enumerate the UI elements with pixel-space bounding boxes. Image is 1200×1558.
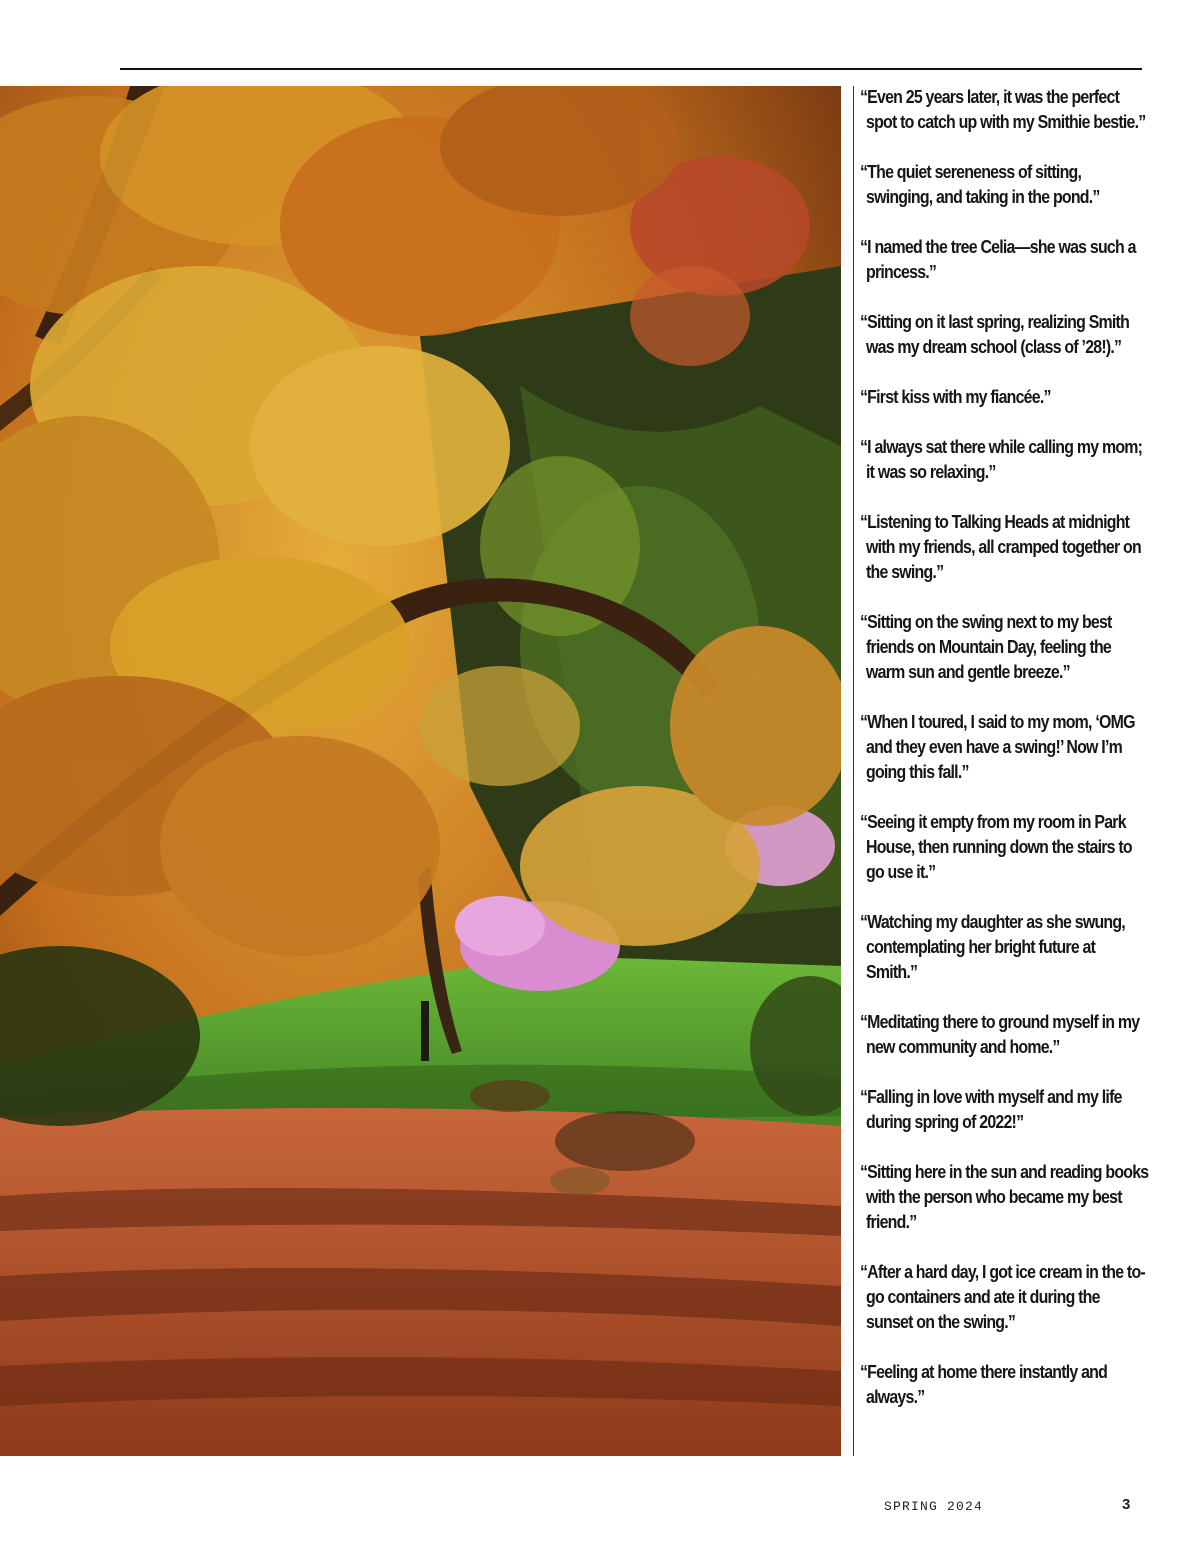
quote: “Meditating there to ground myself in my new community and home.”: [860, 1011, 1140, 1057]
quote: “Sitting on the swing next to my best friends on Mountain Day, feeling the warm sun and gentle breeze.”: [860, 611, 1112, 682]
quote: “Listening to Talking Heads at midnight with my friends, all cramped together on the swing.”: [860, 511, 1141, 582]
quote: “I named the tree Celia—she was such a princess.”: [860, 236, 1136, 282]
page-number: 3: [1122, 1496, 1131, 1513]
quote-list: [860, 84, 1150, 1434]
quote: “Even 25 years later, it was the perfect spot to catch up with my Smithie bestie.”: [860, 86, 1146, 132]
quote: “Sitting here in the sun and reading books with the person who became my best friend.”: [860, 1161, 1149, 1232]
column-divider: [853, 86, 854, 1456]
issue-season: SPRING 2024: [884, 1499, 984, 1514]
quote: “I always sat there while calling my mom; it was so relaxing.”: [860, 436, 1143, 482]
quote: “Feeling at home there instantly and always.”: [860, 1361, 1108, 1407]
quote: “Seeing it empty from my room in Park House, then running down the stairs to go use it.”: [860, 811, 1132, 882]
quote: “After a hard day, I got ice cream in the to-go containers and ate it during the sunset on the swing.”: [860, 1261, 1145, 1332]
top-rule: [120, 68, 1142, 70]
quote: “First kiss with my fiancée.”: [860, 386, 1051, 407]
quote: “Sitting on it last spring, realizing Smith was my dream school (class of ’28!).”: [860, 311, 1130, 357]
quote: “The quiet sereneness of sitting, swinging, and taking in the pond.”: [860, 161, 1100, 207]
quote: “Watching my daughter as she swung, contemplating her bright future at Smith.”: [860, 911, 1125, 982]
quote: “Falling in love with myself and my life during spring of 2022!”: [860, 1086, 1122, 1132]
autumn-tree-photo: [0, 86, 841, 1456]
quote: “When I toured, I said to my mom, ‘OMG and they even have a swing!’ Now I’m going this fall.”: [860, 711, 1135, 782]
